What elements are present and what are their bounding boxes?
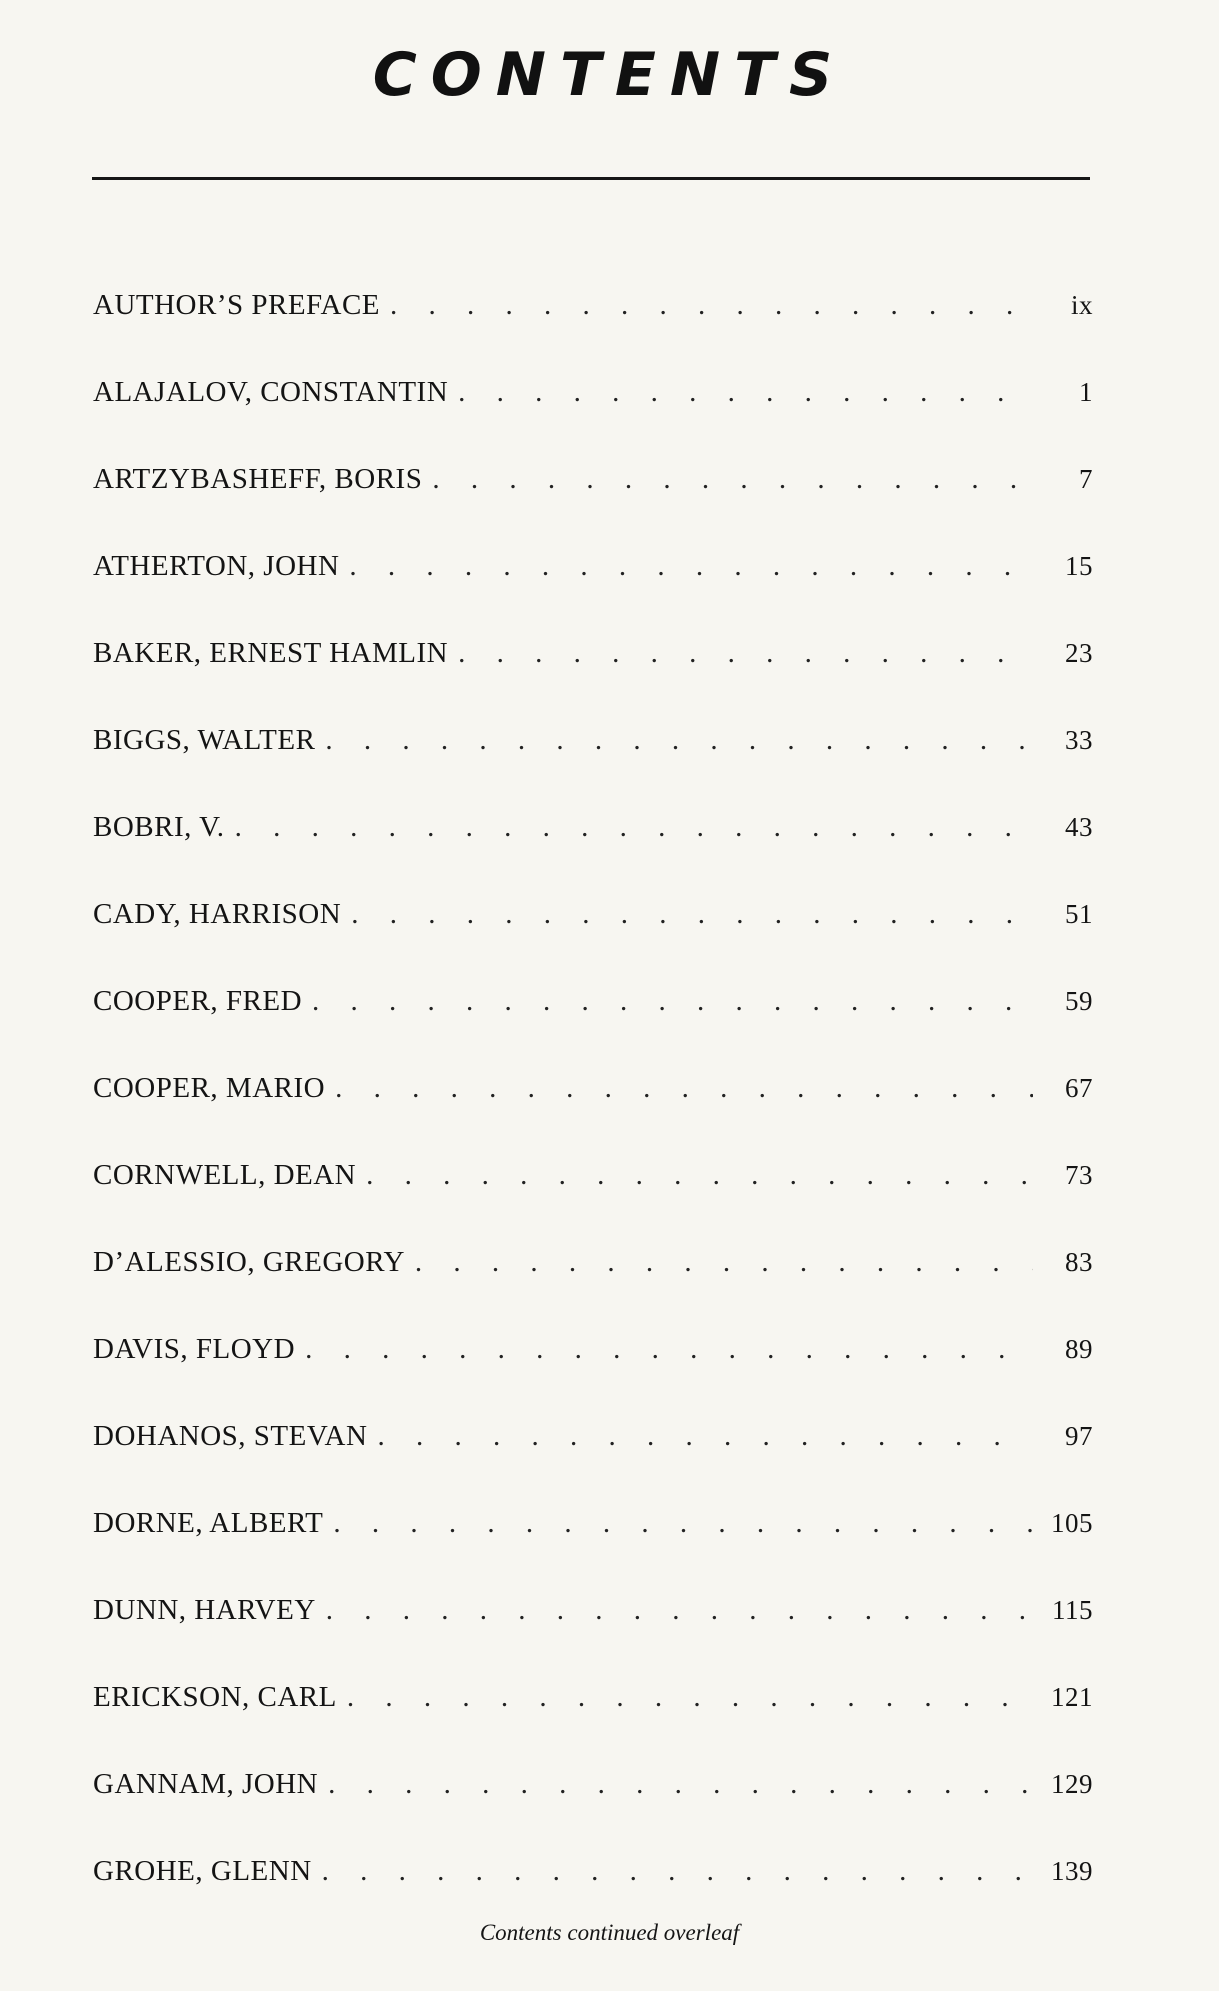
- dot-leader: [377, 1420, 1033, 1453]
- entry-name: GANNAM, JOHN: [93, 1768, 319, 1800]
- toc-entry: [93, 1741, 1093, 1828]
- toc-entry: [93, 1828, 1093, 1915]
- toc-entry: [93, 784, 1093, 871]
- dot-leader: [458, 376, 1033, 409]
- dot-leader: [351, 898, 1033, 931]
- dot-leader: [328, 1768, 1033, 1801]
- toc-entry: [93, 1480, 1093, 1567]
- entry-page: 83: [1065, 1247, 1093, 1277]
- toc-entry: [93, 1045, 1093, 1132]
- toc-entry: [93, 262, 1093, 349]
- entry-page: 73: [1065, 1160, 1093, 1190]
- toc-entry: [93, 1567, 1093, 1654]
- entry-name: ATHERTON, JOHN: [93, 550, 340, 582]
- toc-entry: [93, 1132, 1093, 1219]
- dot-leader: [333, 1507, 1033, 1540]
- entry-name: BAKER, ERNEST HAMLIN: [93, 637, 449, 669]
- entry-page: 115: [1052, 1595, 1093, 1625]
- entry-page: 51: [1065, 899, 1093, 929]
- entry-page: 23: [1065, 638, 1093, 668]
- entry-page: 33: [1065, 725, 1093, 755]
- entry-page: 59: [1065, 986, 1093, 1016]
- dot-leader: [458, 637, 1033, 670]
- entry-page: 139: [1051, 1856, 1093, 1886]
- page-title: CONTENTS: [372, 40, 847, 110]
- entry-name: COOPER, FRED: [93, 985, 303, 1017]
- toc-entry: [93, 1306, 1093, 1393]
- dot-leader: [432, 463, 1033, 496]
- entry-page: 1: [1079, 377, 1093, 407]
- entry-page: 7: [1079, 464, 1093, 494]
- toc-entry: [93, 610, 1093, 697]
- entry-name: DAVIS, FLOYD: [93, 1333, 296, 1365]
- continuation-note: Contents continued overleaf: [479, 1920, 740, 1945]
- toc-entry: [93, 871, 1093, 958]
- toc-entry: [93, 523, 1093, 610]
- dot-leader: [235, 811, 1033, 844]
- entry-page: 105: [1051, 1508, 1093, 1538]
- dot-leader: [349, 550, 1033, 583]
- title-rule: [92, 177, 1090, 180]
- dot-leader: [326, 1594, 1033, 1627]
- entry-name: D’ALESSIO, GREGORY: [93, 1246, 405, 1278]
- dot-leader: [347, 1681, 1033, 1714]
- entry-page: 15: [1065, 551, 1093, 581]
- toc-entry: [93, 349, 1093, 436]
- entry-name: BIGGS, WALTER: [93, 724, 316, 756]
- dot-leader: [325, 724, 1033, 757]
- dot-leader: [322, 1855, 1033, 1888]
- entry-name: ERICKSON, CARL: [93, 1681, 337, 1713]
- dot-leader: [312, 985, 1033, 1018]
- toc-entry: [93, 958, 1093, 1045]
- entry-name: DOHANOS, STEVAN: [93, 1420, 368, 1452]
- entry-page: 67: [1065, 1073, 1093, 1103]
- toc-entry: [93, 697, 1093, 784]
- table-of-contents: [93, 262, 1093, 1915]
- dot-leader: [305, 1333, 1033, 1366]
- toc-entry: [93, 436, 1093, 523]
- entry-name: GROHE, GLENN: [93, 1855, 312, 1887]
- entry-page: 121: [1051, 1682, 1093, 1712]
- entry-page: 97: [1065, 1421, 1093, 1451]
- toc-entry: [93, 1219, 1093, 1306]
- entry-name: CORNWELL, DEAN: [93, 1159, 357, 1191]
- toc-entry: [93, 1654, 1093, 1741]
- entry-page: 43: [1065, 812, 1093, 842]
- entry-name: DORNE, ALBERT: [93, 1507, 324, 1539]
- entry-name: AUTHOR’S PREFACE: [93, 289, 381, 321]
- entry-name: COOPER, MARIO: [93, 1072, 326, 1104]
- dot-leader: [390, 289, 1033, 322]
- toc-entry: [93, 1393, 1093, 1480]
- dot-leader: [335, 1072, 1033, 1105]
- entry-name: BOBRI, V.: [93, 811, 225, 843]
- entry-name: CADY, HARRISON: [93, 898, 342, 930]
- entry-page: 89: [1065, 1334, 1093, 1364]
- dot-leader: [415, 1246, 1033, 1279]
- entry-page: ix: [1070, 290, 1093, 320]
- dot-leader: [366, 1159, 1033, 1192]
- entry-page: 129: [1051, 1769, 1093, 1799]
- entry-name: ARTZYBASHEFF, BORIS: [93, 463, 423, 495]
- entry-name: ALAJALOV, CONSTANTIN: [93, 376, 449, 408]
- entry-name: DUNN, HARVEY: [93, 1594, 316, 1626]
